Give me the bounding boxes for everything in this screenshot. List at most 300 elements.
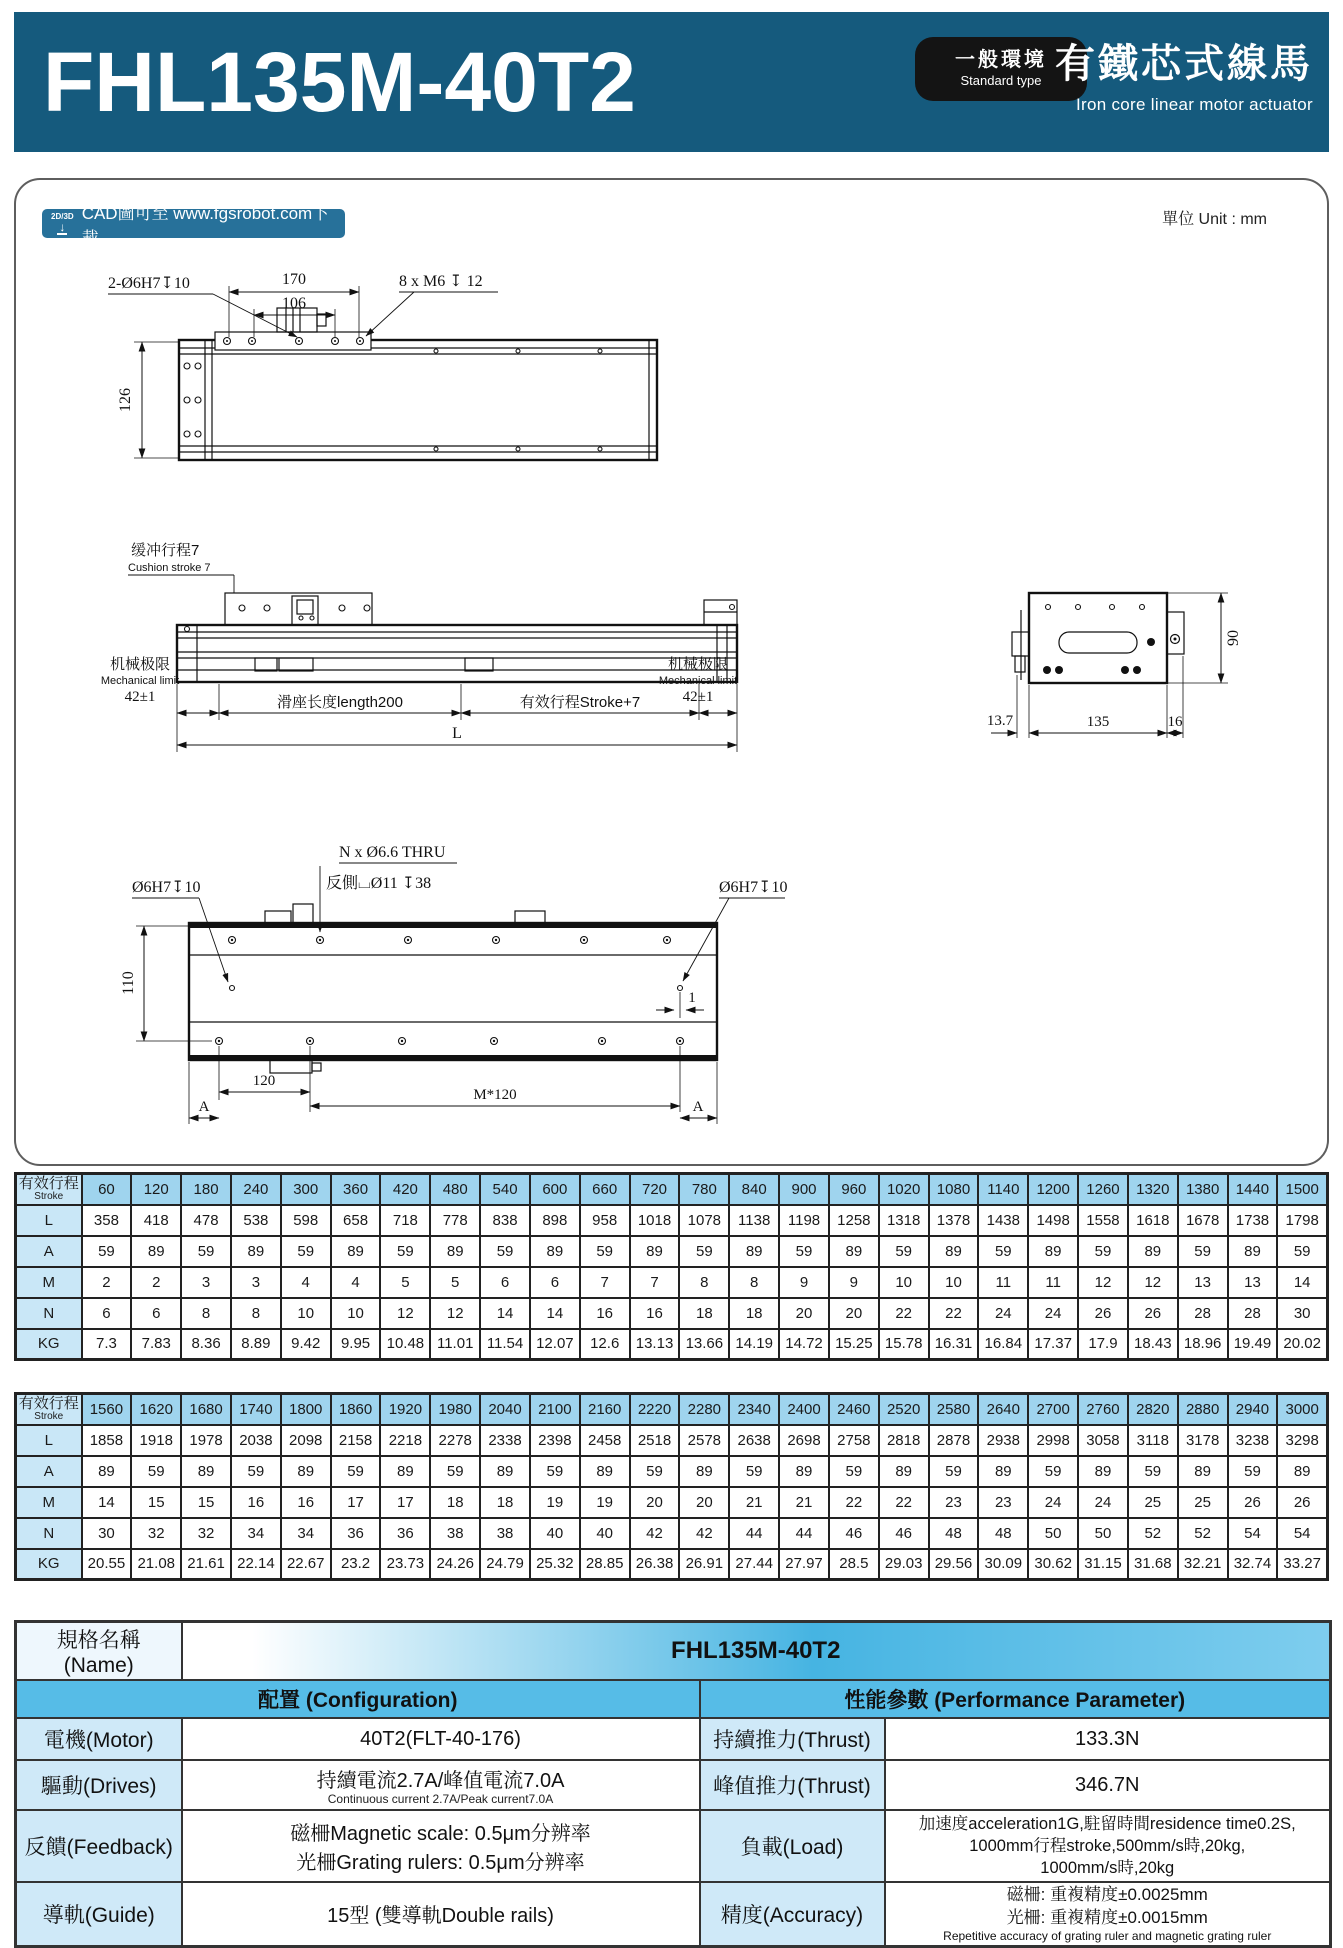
cell: 17.37 — [1028, 1329, 1078, 1360]
cell: 1438 — [978, 1205, 1028, 1236]
cell: 12 — [430, 1298, 480, 1329]
cad-download-note[interactable] — [42, 203, 345, 248]
cell: 20 — [779, 1298, 829, 1329]
cell: 7 — [630, 1267, 680, 1298]
accuracy-line3: Repetitive accuracy of grating ruler and magnetic grating ruler — [943, 1928, 1272, 1943]
cell: 17 — [331, 1487, 381, 1518]
cell: 16 — [281, 1487, 331, 1518]
cell: 32.74 — [1228, 1549, 1278, 1580]
stroke-value: 1620 — [131, 1394, 181, 1425]
cell: 52 — [1178, 1518, 1228, 1549]
cell: 30.09 — [978, 1549, 1028, 1580]
cell: 2518 — [630, 1425, 680, 1456]
spec-table — [14, 1620, 1332, 1948]
side-view — [101, 542, 737, 752]
cell: 36 — [331, 1518, 381, 1549]
cell: 1498 — [1028, 1205, 1078, 1236]
cell: 59 — [1078, 1236, 1128, 1267]
cell: 20 — [829, 1298, 879, 1329]
cell: 59 — [879, 1236, 929, 1267]
mech-limit-left-en: Mechanical limit — [100, 675, 180, 687]
cell: 59 — [779, 1236, 829, 1267]
stroke-value: 540 — [480, 1174, 530, 1205]
cell: 18 — [430, 1487, 480, 1518]
cell: 2698 — [779, 1425, 829, 1456]
cell: 2158 — [331, 1425, 381, 1456]
cell: 59 — [430, 1456, 480, 1487]
stroke-value: 660 — [580, 1174, 630, 1205]
mech-limit-left-dim: 42±1 — [124, 689, 156, 705]
cell: 44 — [779, 1518, 829, 1549]
cell: 2998 — [1028, 1425, 1078, 1456]
cell: 89 — [530, 1236, 580, 1267]
cell: 89 — [231, 1236, 281, 1267]
cell: 1678 — [1178, 1205, 1228, 1236]
cell: 10.48 — [380, 1329, 430, 1360]
cell: 89 — [779, 1456, 829, 1487]
performance-section-header: 性能參數 (Performance Parameter) — [700, 1680, 1331, 1718]
cell: 31.68 — [1128, 1549, 1178, 1580]
load-line3: 1000mm/s時,20kg — [1040, 1859, 1175, 1878]
cell: 16 — [231, 1487, 281, 1518]
callout-mount-screws: 8 x M6 ↧ 12 — [399, 273, 483, 290]
cell: 21 — [779, 1487, 829, 1518]
cell: 89 — [82, 1456, 132, 1487]
cell: 8 — [181, 1298, 231, 1329]
cell: 26.38 — [630, 1549, 680, 1580]
cell: 25 — [1128, 1487, 1178, 1518]
cell: 8 — [679, 1267, 729, 1298]
cell: 5 — [430, 1267, 480, 1298]
stroke-value: 1020 — [879, 1174, 929, 1205]
cell: 42 — [630, 1518, 680, 1549]
cell: 6 — [82, 1298, 132, 1329]
cell: 24 — [1028, 1298, 1078, 1329]
cell: 89 — [480, 1456, 530, 1487]
cell: 7.3 — [82, 1329, 132, 1360]
cell: 89 — [1128, 1236, 1178, 1267]
cell: 8 — [729, 1267, 779, 1298]
cell: 18.43 — [1128, 1329, 1178, 1360]
cell: 17 — [380, 1487, 430, 1518]
drives-label: 驅動(Drives) — [16, 1760, 182, 1810]
dim-a-right: A — [692, 1099, 704, 1115]
cell: 18 — [480, 1487, 530, 1518]
drives-value — [182, 1760, 700, 1810]
category-title-en: Iron core linear motor actuator — [1075, 95, 1313, 114]
cell: 89 — [331, 1236, 381, 1267]
stroke-value: 1860 — [331, 1394, 381, 1425]
cell: 2098 — [281, 1425, 331, 1456]
cell: 3118 — [1128, 1425, 1178, 1456]
cell: 7.83 — [131, 1329, 181, 1360]
dim-170: 170 — [282, 271, 306, 288]
cell: 15.25 — [829, 1329, 879, 1360]
bottom-view — [120, 844, 788, 1124]
dim-90: 90 — [1225, 630, 1242, 646]
cell: 23 — [978, 1487, 1028, 1518]
cell: 1978 — [181, 1425, 231, 1456]
cell: 59 — [1277, 1236, 1327, 1267]
cell: 3298 — [1277, 1425, 1327, 1456]
stroke-header-cell: 有效行程 Stroke — [16, 1174, 82, 1205]
cell: 16 — [580, 1298, 630, 1329]
cell: 15 — [181, 1487, 231, 1518]
cell: 10 — [879, 1267, 929, 1298]
cell: 23.2 — [331, 1549, 381, 1580]
stroke-value: 2520 — [879, 1394, 929, 1425]
cell: 2 — [131, 1267, 181, 1298]
cell: 2218 — [380, 1425, 430, 1456]
stroke-value: 1560 — [82, 1394, 132, 1425]
stroke-value: 1500 — [1277, 1174, 1327, 1205]
cell: 20.02 — [1277, 1329, 1327, 1360]
accuracy-line1: 磁柵: 重複精度±0.0025mm — [1006, 1885, 1208, 1905]
stroke-value: 360 — [331, 1174, 381, 1205]
cell: 778 — [430, 1205, 480, 1236]
cell: 13.13 — [630, 1329, 680, 1360]
cell: 89 — [630, 1236, 680, 1267]
cell: 18 — [679, 1298, 729, 1329]
stroke-value: 1320 — [1128, 1174, 1178, 1205]
cell: 538 — [231, 1205, 281, 1236]
cell: 26 — [1277, 1487, 1327, 1518]
cell: 89 — [929, 1236, 979, 1267]
cell: 18.96 — [1178, 1329, 1228, 1360]
cell: 23 — [929, 1487, 979, 1518]
cell: 20 — [630, 1487, 680, 1518]
cell: 14 — [82, 1487, 132, 1518]
cell: 3 — [231, 1267, 281, 1298]
accuracy-label: 精度(Accuracy) — [700, 1882, 885, 1946]
cell: 59 — [1178, 1236, 1228, 1267]
cell: 59 — [729, 1456, 779, 1487]
row-label: N — [16, 1298, 82, 1329]
stroke-value: 2100 — [530, 1394, 580, 1425]
product-model-title: FHL135M-40T2 — [43, 34, 636, 129]
cell: 22.14 — [231, 1549, 281, 1580]
cell: 8.36 — [181, 1329, 231, 1360]
guide-label: 導軌(Guide) — [16, 1882, 182, 1946]
row-label: A — [16, 1236, 82, 1267]
cell: 1138 — [729, 1205, 779, 1236]
stroke-header-cell: 有效行程 Stroke — [16, 1394, 82, 1425]
cell: 40 — [580, 1518, 630, 1549]
end-view — [987, 593, 1242, 738]
cell: 59 — [480, 1236, 530, 1267]
cell: 14.72 — [779, 1329, 829, 1360]
callout-pin-right: Ø6H7↧10 — [719, 879, 788, 896]
cell: 89 — [430, 1236, 480, 1267]
cell: 22 — [829, 1487, 879, 1518]
stroke-value: 900 — [779, 1174, 829, 1205]
cell: 10 — [331, 1298, 381, 1329]
cell: 30 — [1277, 1298, 1327, 1329]
cell: 54 — [1277, 1518, 1327, 1549]
row-label: A — [16, 1456, 82, 1487]
cell: 89 — [829, 1236, 879, 1267]
cell: 59 — [829, 1456, 879, 1487]
cell: 16.84 — [978, 1329, 1028, 1360]
cell: 24.79 — [480, 1549, 530, 1580]
stroke-value: 2340 — [729, 1394, 779, 1425]
cell: 11.01 — [430, 1329, 480, 1360]
cell: 89 — [1228, 1236, 1278, 1267]
cell: 2278 — [430, 1425, 480, 1456]
cell: 33.27 — [1277, 1549, 1327, 1580]
stroke-table-2 — [14, 1392, 1329, 1581]
cushion-stroke-en: Cushion stroke 7 — [128, 562, 211, 574]
technical-drawing-panel — [14, 178, 1329, 1166]
mech-limit-right-en: Mechanical limit — [658, 675, 738, 687]
cell: 21.08 — [131, 1549, 181, 1580]
dim-126: 126 — [117, 388, 134, 412]
cell: 46 — [829, 1518, 879, 1549]
cell: 14 — [1277, 1267, 1327, 1298]
cell: 2 — [82, 1267, 132, 1298]
cell: 1258 — [829, 1205, 879, 1236]
stroke-value: 2160 — [580, 1394, 630, 1425]
cell: 1918 — [131, 1425, 181, 1456]
cell: 24 — [978, 1298, 1028, 1329]
cell: 36 — [380, 1518, 430, 1549]
header-banner — [14, 12, 1329, 152]
cell: 42 — [679, 1518, 729, 1549]
config-section-header: 配置 (Configuration) — [16, 1680, 700, 1718]
cell: 10 — [929, 1267, 979, 1298]
cell: 8 — [231, 1298, 281, 1329]
dim-13-7: 13.7 — [986, 713, 1014, 729]
cell: 4 — [331, 1267, 381, 1298]
stroke-value: 3000 — [1277, 1394, 1327, 1425]
mech-limit-left-zh: 机械极限 — [109, 656, 171, 673]
feedback-label: 反饋(Feedback) — [16, 1810, 182, 1882]
cell: 4 — [281, 1267, 331, 1298]
feedback-value — [182, 1810, 700, 1882]
stroke-value: 2580 — [929, 1394, 979, 1425]
cell: 15 — [131, 1487, 181, 1518]
cell: 838 — [480, 1205, 530, 1236]
cell: 1318 — [879, 1205, 929, 1236]
cell: 18 — [729, 1298, 779, 1329]
accuracy-line2: 光柵: 重複精度±0.0015mm — [1006, 1907, 1208, 1927]
stroke-value: 2820 — [1128, 1394, 1178, 1425]
stroke-value: 240 — [231, 1174, 281, 1205]
cell: 28 — [1178, 1298, 1228, 1329]
cell: 1738 — [1228, 1205, 1278, 1236]
cell: 59 — [1028, 1456, 1078, 1487]
cell: 48 — [978, 1518, 1028, 1549]
cell: 898 — [530, 1205, 580, 1236]
stroke-value: 480 — [430, 1174, 480, 1205]
row-label: N — [16, 1518, 82, 1549]
cell: 89 — [879, 1456, 929, 1487]
stroke-value: 1680 — [181, 1394, 231, 1425]
dim-16: 16 — [1167, 714, 1183, 730]
cell: 30 — [82, 1518, 132, 1549]
stroke-value: 420 — [380, 1174, 430, 1205]
slider-length-label: 滑座长度length200 — [277, 694, 403, 711]
cell: 59 — [82, 1236, 132, 1267]
cell: 718 — [380, 1205, 430, 1236]
cell: 32 — [181, 1518, 231, 1549]
stroke-value: 2460 — [829, 1394, 879, 1425]
motor-value: 40T2(FLT-40-176) — [182, 1718, 700, 1760]
stroke-value: 2640 — [978, 1394, 1028, 1425]
cell: 59 — [231, 1456, 281, 1487]
product-category — [1055, 32, 1313, 115]
top-view — [108, 271, 657, 460]
cell: 16 — [630, 1298, 680, 1329]
load-line2: 1000mm行程stroke,500mm/s時,20kg, — [969, 1836, 1246, 1855]
stroke-value: 720 — [630, 1174, 680, 1205]
cell: 1558 — [1078, 1205, 1128, 1236]
cell: 59 — [131, 1456, 181, 1487]
cell: 48 — [929, 1518, 979, 1549]
cell: 1798 — [1277, 1205, 1327, 1236]
cell: 2818 — [879, 1425, 929, 1456]
cell: 89 — [580, 1456, 630, 1487]
cell: 16.31 — [929, 1329, 979, 1360]
stroke-value: 960 — [829, 1174, 879, 1205]
cell: 59 — [929, 1456, 979, 1487]
cell: 9 — [829, 1267, 879, 1298]
cell: 28.5 — [829, 1549, 879, 1580]
stroke-value: 840 — [729, 1174, 779, 1205]
overall-length-label: L — [452, 725, 462, 742]
cell: 34 — [281, 1518, 331, 1549]
cell: 9 — [779, 1267, 829, 1298]
callout-counterbore: 反側⌴Ø11 ↧38 — [326, 875, 432, 892]
cell: 59 — [281, 1236, 331, 1267]
dim-110: 110 — [120, 971, 137, 995]
stroke-value: 2700 — [1028, 1394, 1078, 1425]
stroke-value: 1800 — [281, 1394, 331, 1425]
effective-stroke-label: 有效行程Stroke+7 — [519, 694, 641, 711]
cell: 40 — [530, 1518, 580, 1549]
cell: 2878 — [929, 1425, 979, 1456]
peak-thrust-value: 346.7N — [885, 1760, 1331, 1810]
stroke-value: 1200 — [1028, 1174, 1078, 1205]
mech-limit-right-zh: 机械极限 — [667, 656, 729, 673]
stroke-value: 1920 — [380, 1394, 430, 1425]
cell: 358 — [82, 1205, 132, 1236]
cell: 30.62 — [1028, 1549, 1078, 1580]
cell: 9.95 — [331, 1329, 381, 1360]
stroke-value: 2400 — [779, 1394, 829, 1425]
spec-name-value: FHL135M-40T2 — [182, 1622, 1331, 1681]
cell: 22 — [879, 1298, 929, 1329]
cell: 89 — [380, 1456, 430, 1487]
cell: 6 — [480, 1267, 530, 1298]
type-badge-zh: 一般環境 — [955, 49, 1047, 72]
cell: 478 — [181, 1205, 231, 1236]
row-label: KG — [16, 1549, 82, 1580]
cell: 13.66 — [679, 1329, 729, 1360]
cell: 59 — [679, 1236, 729, 1267]
cell: 14 — [530, 1298, 580, 1329]
cell: 1018 — [630, 1205, 680, 1236]
cell: 26.91 — [679, 1549, 729, 1580]
cell: 3238 — [1228, 1425, 1278, 1456]
cell: 2638 — [729, 1425, 779, 1456]
cell: 59 — [1228, 1456, 1278, 1487]
stroke-value: 2760 — [1078, 1394, 1128, 1425]
cell: 59 — [530, 1456, 580, 1487]
cell: 46 — [879, 1518, 929, 1549]
guide-value: 15型 (雙導軌Double rails) — [182, 1882, 700, 1946]
stroke-table-1 — [14, 1172, 1329, 1361]
cell: 11 — [1028, 1267, 1078, 1298]
cell: 21.61 — [181, 1549, 231, 1580]
cell: 10 — [281, 1298, 331, 1329]
cell: 17.9 — [1078, 1329, 1128, 1360]
dim-a-left: A — [198, 1099, 210, 1115]
cad-download-icon: 2D/3D ↓ — [51, 211, 74, 234]
cell: 418 — [131, 1205, 181, 1236]
callout-pin-left: Ø6H7↧10 — [132, 879, 201, 896]
cell: 26 — [1078, 1298, 1128, 1329]
cell: 5 — [380, 1267, 430, 1298]
row-label: M — [16, 1267, 82, 1298]
cell: 22.67 — [281, 1549, 331, 1580]
feedback-line2: 光柵Grating rulers: 0.5μm分辨率 — [296, 1852, 585, 1874]
cell: 32 — [131, 1518, 181, 1549]
cell: 22 — [929, 1298, 979, 1329]
cell: 11.54 — [480, 1329, 530, 1360]
cell: 27.44 — [729, 1549, 779, 1580]
cell: 1078 — [679, 1205, 729, 1236]
mech-limit-right-dim: 42±1 — [682, 689, 714, 705]
cell: 52 — [1128, 1518, 1178, 1549]
row-label: M — [16, 1487, 82, 1518]
stroke-value: 300 — [281, 1174, 331, 1205]
cushion-stroke-zh: 缓冲行程7 — [131, 542, 200, 559]
load-label: 負載(Load) — [700, 1810, 885, 1882]
stroke-value: 1140 — [978, 1174, 1028, 1205]
row-label: L — [16, 1205, 82, 1236]
cell: 44 — [729, 1518, 779, 1549]
stroke-value: 60 — [82, 1174, 132, 1205]
cell: 1858 — [82, 1425, 132, 1456]
feedback-line1: 磁柵Magnetic scale: 0.5μm分辨率 — [290, 1823, 591, 1845]
cell: 20 — [679, 1487, 729, 1518]
dim-1: 1 — [688, 990, 696, 1006]
cad-note-text: CAD圖可至 www.fgsrobot.com下載 — [81, 203, 330, 248]
cell: 59 — [580, 1236, 630, 1267]
cell: 89 — [729, 1236, 779, 1267]
category-title-zh: 有鐵芯式線馬 — [1055, 42, 1313, 86]
cell: 14.19 — [729, 1329, 779, 1360]
cell: 24.26 — [430, 1549, 480, 1580]
cell: 89 — [679, 1456, 729, 1487]
cell: 59 — [1128, 1456, 1178, 1487]
accuracy-value — [885, 1882, 1331, 1946]
cell: 59 — [978, 1236, 1028, 1267]
cell: 38 — [430, 1518, 480, 1549]
cell: 26 — [1128, 1298, 1178, 1329]
cell: 12.07 — [530, 1329, 580, 1360]
stroke-value: 1080 — [929, 1174, 979, 1205]
cell: 25 — [1178, 1487, 1228, 1518]
cell: 3058 — [1078, 1425, 1128, 1456]
cell: 89 — [131, 1236, 181, 1267]
stroke-value: 120 — [131, 1174, 181, 1205]
cell: 29.56 — [929, 1549, 979, 1580]
cell: 12 — [1078, 1267, 1128, 1298]
cell: 24 — [1028, 1487, 1078, 1518]
cell: 27.97 — [779, 1549, 829, 1580]
